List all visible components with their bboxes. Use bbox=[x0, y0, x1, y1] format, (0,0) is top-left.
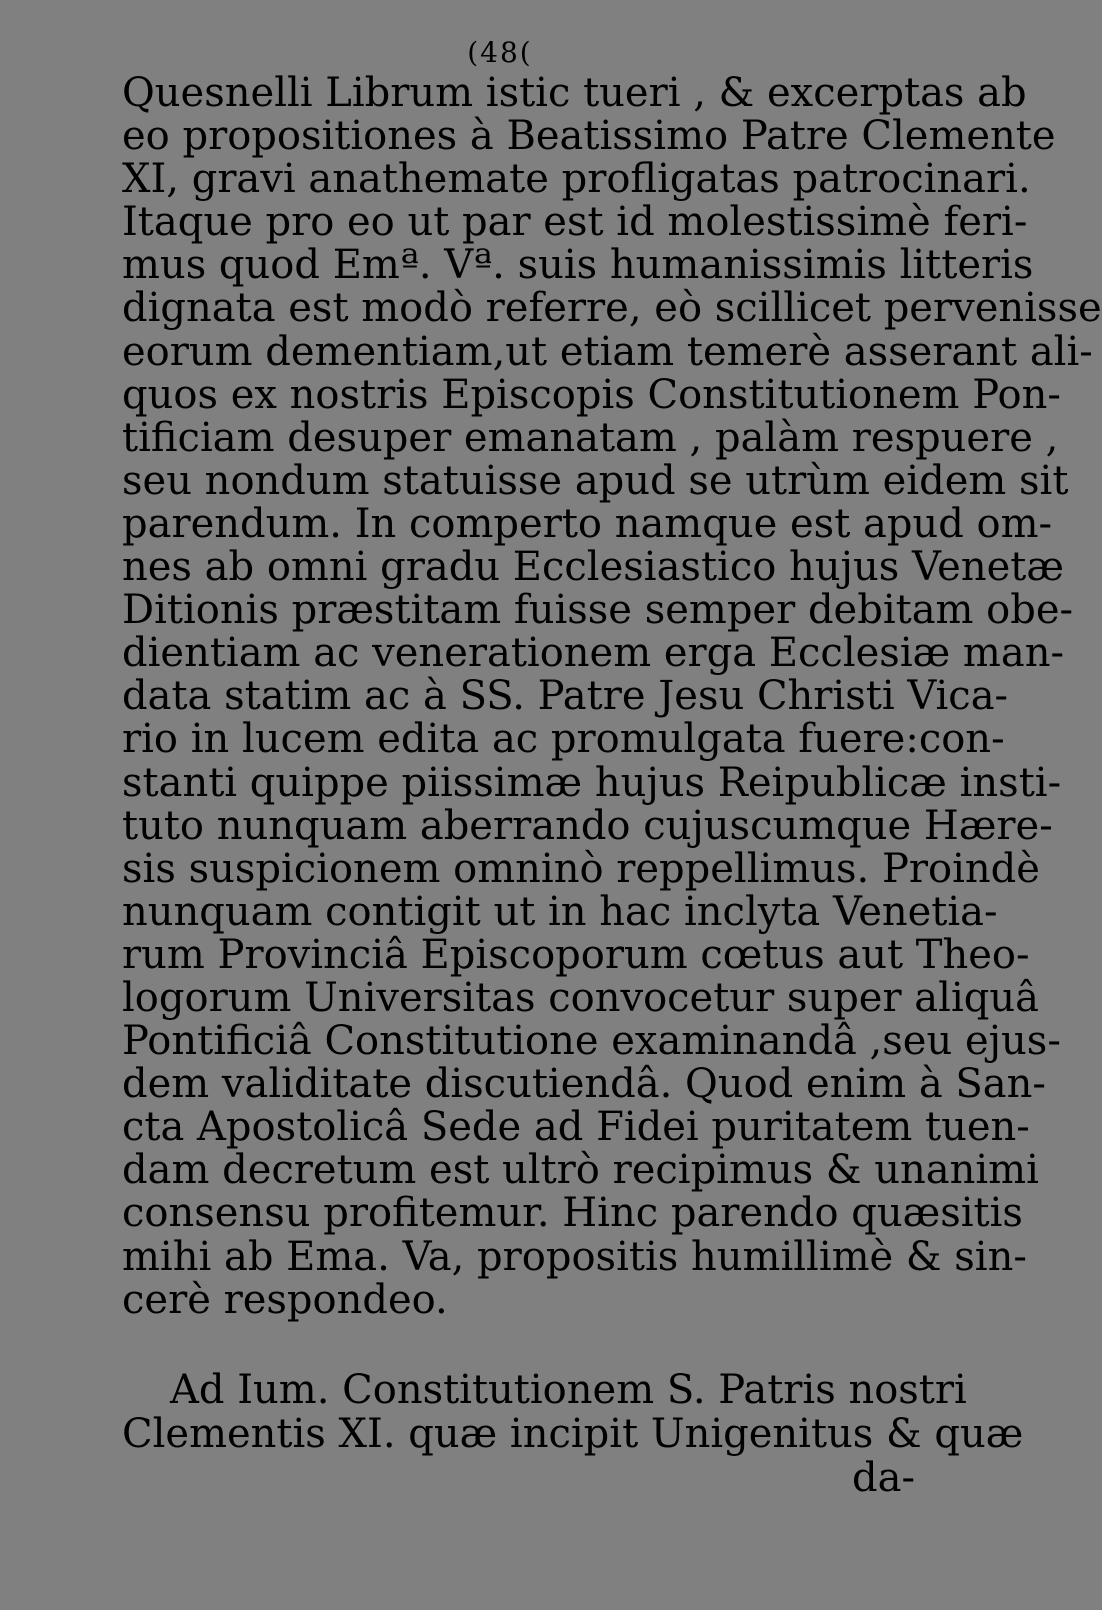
text-line: dignata est modò referre, eò scillicet pervenisse bbox=[122, 285, 1102, 332]
text-line: seu nondum statuisse apud se utrùm eidem sit bbox=[122, 457, 1069, 504]
text-line: Itaque pro eo ut par est id molestissimè feri- bbox=[122, 199, 1028, 246]
text-line: parendum. In comperto namque est apud om- bbox=[122, 500, 1053, 547]
text-line: mihi ab Ema. Va, propositis humillimè & sin- bbox=[122, 1233, 1027, 1280]
text-line: Ditionis præstitam fuisse semper debitam obe- bbox=[122, 587, 1074, 634]
text-line: rio in lucem edita ac promulgata fuere:con- bbox=[122, 716, 1005, 763]
catchword: da- bbox=[852, 1455, 915, 1501]
text-line: eo propositiones à Beatissimo Patre Clemente bbox=[122, 113, 1056, 160]
text-line: cta Apostolicâ Sede ad Fidei puritatem tuen- bbox=[122, 1104, 1030, 1151]
text-line: eorum dementiam,ut etiam temerè asserant ali- bbox=[122, 328, 1093, 375]
section-line: Ad Ium. Constitutionem S. Patris nostri bbox=[170, 1367, 967, 1413]
text-line: stanti quippe piissimæ hujus Reipublicæ insti- bbox=[122, 759, 1062, 806]
text-line: logorum Universitas convocetur super aliquâ bbox=[122, 974, 1039, 1021]
main-paragraph bbox=[122, 70, 1102, 1323]
section-heading bbox=[122, 1367, 1024, 1457]
text-line: tificiam desuper emanatam , palàm respuere , bbox=[122, 414, 1059, 461]
text-line: Quesnelli Librum istic tueri , & excerptas ab bbox=[122, 70, 1027, 116]
text-line: XI, gravi anathemate profligatas patrocinari. bbox=[122, 156, 1031, 203]
text-line: mus quod Emª. Vª. suis humanissimis litteris bbox=[122, 242, 1034, 289]
text-line: dientiam ac venerationem erga Ecclesiæ man- bbox=[122, 630, 1064, 677]
text-line: nes ab omni gradu Ecclesiastico hujus Venetæ bbox=[122, 544, 1064, 591]
text-line: cerè respondeo. bbox=[122, 1276, 448, 1323]
text-line: dem validitate discutiendâ. Quod enim à San- bbox=[122, 1061, 1046, 1108]
section-line: Clementis XI. quæ incipit Unigenitus & quæ bbox=[122, 1411, 1024, 1457]
text-line: Pontificiâ Constitutione examinandâ ,seu ejus- bbox=[122, 1018, 1061, 1065]
text-line: sis suspicionem omninò reppellimus. Proindè bbox=[122, 845, 1040, 892]
text-line: quos ex nostris Episcopis Constitutionem Pon- bbox=[122, 371, 1061, 418]
text-line: consensu profitemur. Hinc parendo quæsitis bbox=[122, 1190, 1023, 1237]
text-line: nunquam contigit ut in hac inclyta Venetia- bbox=[122, 888, 998, 935]
page-number: (48( bbox=[467, 36, 533, 69]
text-line: rum Provinciâ Episcoporum cœtus aut Theo- bbox=[122, 931, 1030, 978]
text-line: tuto nunquam aberrando cujuscumque Hære- bbox=[122, 802, 1053, 849]
text-line: dam decretum est ultrò recipimus & unanimi bbox=[122, 1147, 1039, 1194]
text-line: data statim ac à SS. Patre Jesu Christi Vica- bbox=[122, 673, 1009, 720]
